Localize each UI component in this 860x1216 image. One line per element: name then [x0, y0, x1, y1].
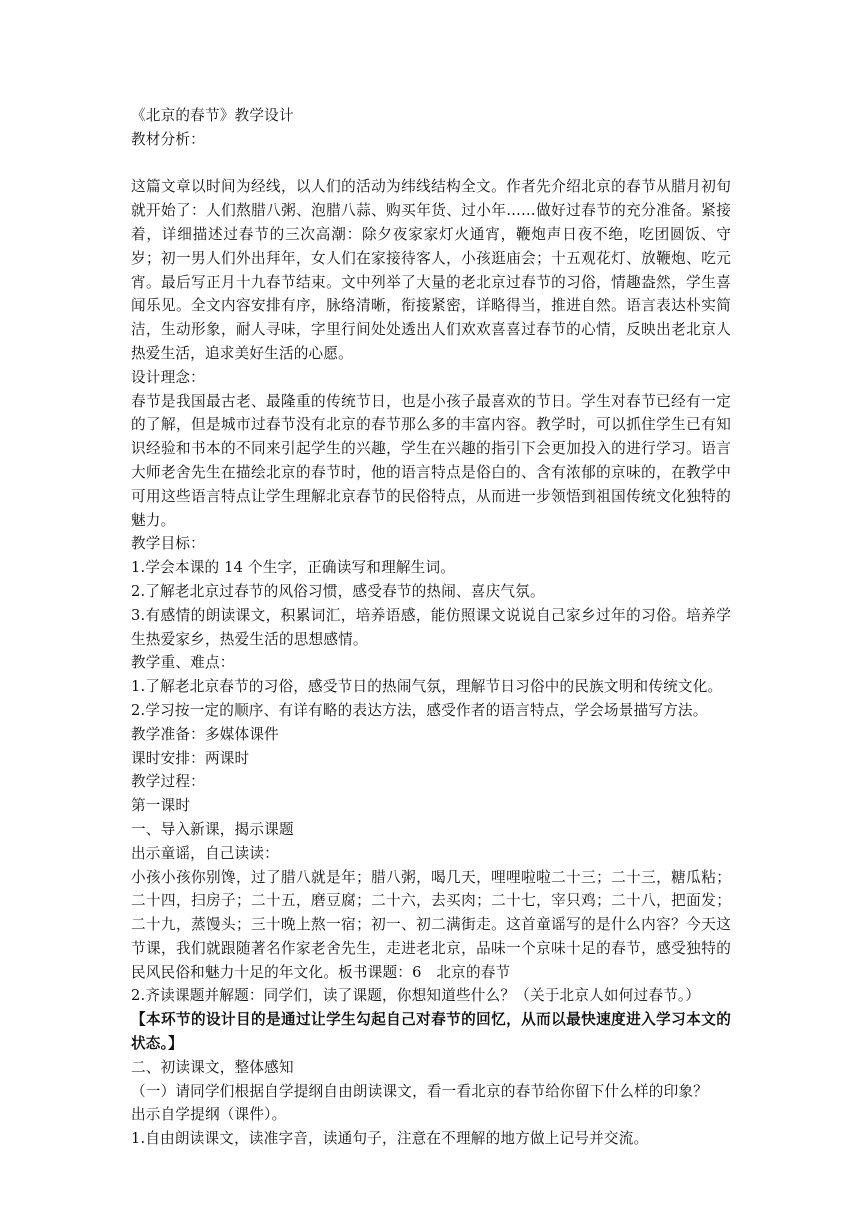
step-two-heading: 二、初读课文，整体感知 [131, 1058, 294, 1076]
goal-item-1: 1.学会本课的 14 个生字，正确读写和理解生词。 [131, 559, 456, 577]
document-title: 《北京的春节》教学设计 [131, 107, 294, 124]
lesson-one-heading: 第一课时 [131, 797, 191, 815]
concept-heading: 设计理念： [131, 368, 205, 386]
preparation-line: 教学准备：多媒体课件 [131, 725, 279, 743]
step-one-heading: 一、导入新课，揭示课题 [131, 820, 294, 838]
step-two-item-1: （一）请同学们根据自学提纲自由朗读课文，看一看北京的春节给你留下什么样的印象？ [131, 1082, 708, 1100]
self-study-outline: 出示自学提纲（课件）。 [131, 1106, 287, 1124]
keypoint-item-2: 2.学习按一定的顺序、有详有略的表达方法，感受作者的语言特点，学会场景描写方法。 [131, 701, 708, 719]
goal-item-3: 3.有感情的朗读课文，积累词汇，培养语感，能仿照课文说说自己家乡过年的习俗。培养学生热爱家乡，热爱生活的思想感情。 [131, 606, 731, 648]
process-heading: 教学过程： [131, 773, 205, 791]
blank-line [131, 152, 731, 176]
document-page [131, 104, 731, 1151]
concept-paragraph: 春节是我国最古老、最隆重的传统节日，也是小孩子最喜欢的节日。学生对春节已经有一定的了解，但是城市过春节没有北京的春节那么多的丰富内容。教学时，可以抓住学生已有知识经验和书本的不同来引起学生的兴趣，学生在兴趣的指引下会更加投入的进行学习。语言大师老舍先生在描绘北京的春节时，他的语言特点是俗白的、含有浓郁的京味的，在教学中可用这些语言特点让学生理解北京春节的民俗特点，从而进一步领悟到祖国传统文化独特的魅力。 [131, 392, 731, 529]
step-one-item-2: 2.齐读课题并解题：同学们，读了课题，你想知道些什么？（关于北京人如何过春节。） [131, 987, 701, 1005]
material-paragraph: 这篇文章以时间为经线，以人们的活动为纬线结构全文。作者先介绍北京的春节从腊月初旬就开始了：人们熬腊八粥、泡腊八蒜、购买年货、过小年……做好过春节的充分准备。紧接着，详细描述过春节的三次高潮：除夕夜家家灯火通宵，鞭炮声日夜不绝，吃团圆饭、守岁；初一男人们外出拜年，女人们在家接待客人，小孩逛庙会；十五观花灯、放鞭炮、吃元宵。最后写正月十九春节结束。文中列举了大量的老北京过春节的习俗，情趣盎然，学生喜闻乐见。全文内容安排有序，脉络清晰，衔接紧密，详略得当，推进自然。语言表达朴实简洁，生动形象，耐人寻味，字里行间处处透出人们欢欢喜喜过春节的心情，反映出老北京人热爱生活，追求美好生活的心愿。 [131, 178, 731, 362]
rhyme-paragraph: 小孩小孩你别馋，过了腊八就是年；腊八粥，喝几天，哩哩啦啦二十三；二十三，糖瓜粘；二十四，扫房子；二十五，磨豆腐；二十六，去买肉；二十七，宰只鸡；二十八，把面发；二十九，蒸馒头；三十晚上熬一宿；初一、初二满街走。这首童谣写的是什么内容？今天这节课，我们就跟随著名作家老舍先生，走进老北京，品味一个京味十足的春节，感受独特的民风民俗和魅力十足的年文化。板书课题：6 北京的春节 [131, 868, 731, 981]
material-heading: 教材分析： [131, 130, 205, 148]
keypoint-item-1: 1.了解老北京春节的习俗，感受节日的热闹气氛，理解节日习俗中的民族文明和传统文化。 [131, 678, 723, 696]
rhyme-intro: 出示童谣，自己读读： [131, 844, 279, 862]
keypoints-heading: 教学重、难点： [131, 654, 235, 672]
design-purpose-note: 【本环节的设计目的是通过让学生勾起自己对春节的回忆，从而以最快速度进入学习本文的状态。】 [131, 1011, 731, 1053]
goals-heading: 教学目标： [131, 535, 205, 553]
schedule-line: 课时安排：两课时 [131, 749, 250, 767]
goal-item-2: 2.了解老北京过春节的风俗习惯，感受春节的热闹、喜庆气氛。 [131, 582, 545, 600]
outline-item-1: 1.自由朗读课文，读准字音，读通句子，注意在不理解的地方做上记号并交流。 [131, 1130, 649, 1148]
